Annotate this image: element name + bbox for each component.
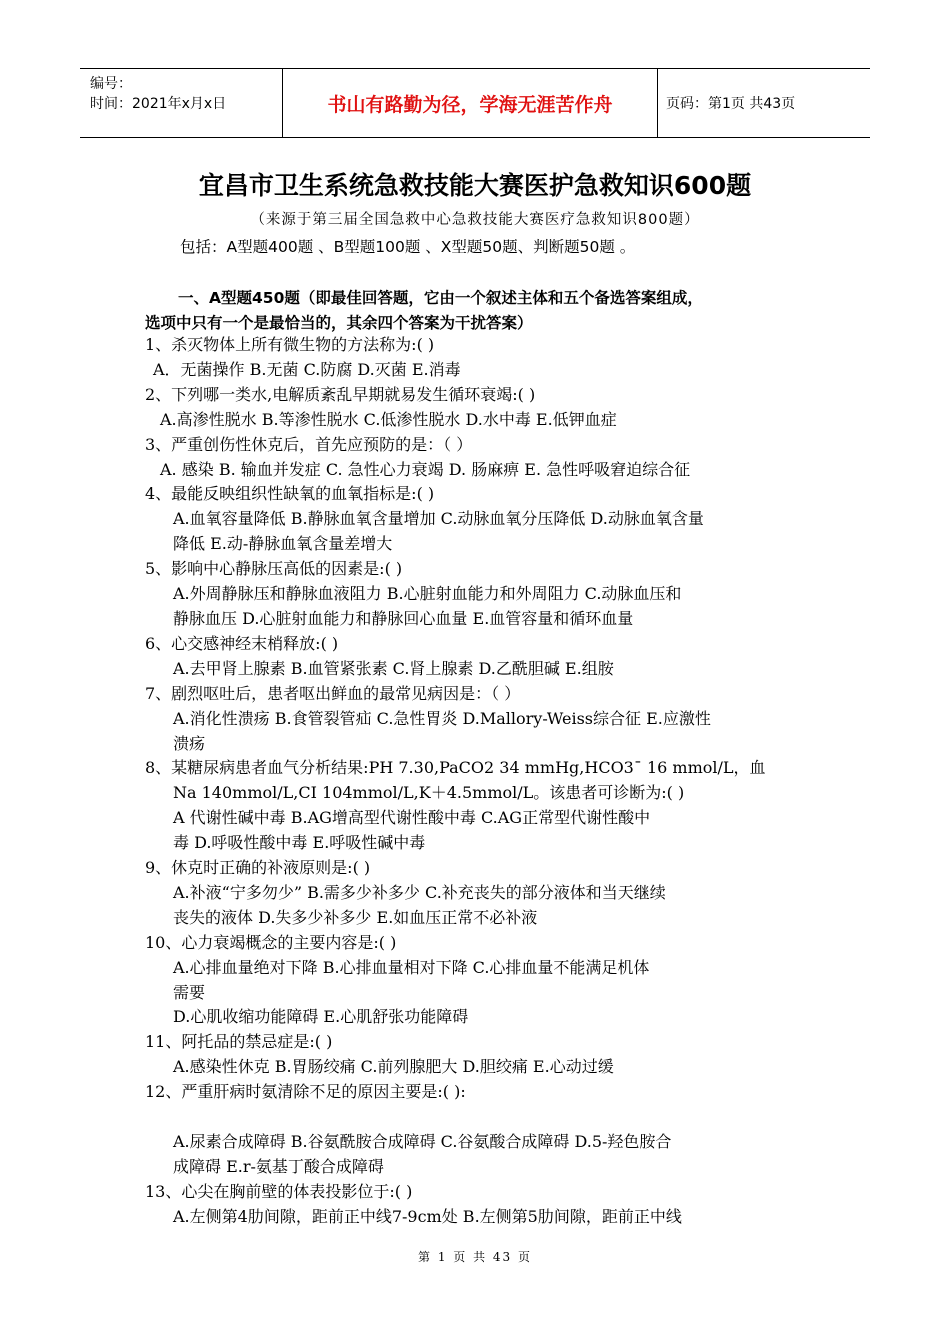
question-7-options: 溃疡 [173,733,206,753]
question-1-options: A．无菌操作 B.无菌 C.防腐 D.灭菌 E.消毒 [153,359,461,379]
question-9: 9、休克时正确的补液原则是:( ) [145,858,371,878]
blank-line [145,1105,825,1130]
question-12-options: 成障碍 E.r-氨基丁酸合成障碍 [173,1156,384,1176]
document-includes: 包括：A型题400题 、B型题100题 、X型题50题、判断题50题 。 [180,238,636,256]
document-source: （来源于第三届全国急救中心急救技能大赛医疗急救知识800题） [250,212,700,228]
question-1: 1、杀灭物体上所有微生物的方法称为:( ) [145,335,435,354]
number-label: 编号： [90,76,132,92]
question-8-text: Na 140mmol/L,CI 104mmol/L,K＋4.5mmol/L。该患者可诊断为:( ) [173,783,685,803]
question-8: 8、某糖尿病患者血气分析结果:PH 7.30,PaCO2 34 mmHg,HCO3ˉ 16 mmol/L，血 [145,758,766,778]
header-motto: 书山有路勤为径，学海无涯苦作舟 [282,69,658,137]
question-9-options: A.补液“宁多勿少” B.需多少补多少 C.补充丧失的部分液体和当天继续 [173,882,666,902]
question-5: 5、影响中心静脉压高低的因素是:( ) [145,559,403,579]
question-9-options: 丧失的液体 D.失多少补多少 E.如血压正常不必补液 [173,907,538,927]
section-heading-line: 选项中只有一个是最恰当的，其余四个答案为干扰答案） [145,314,533,332]
question-8-options: 毒 D.呼吸性酸中毒 E.呼吸性碱中毒 [173,833,426,853]
page-footer: 第 1 页 共 43 页 [418,1250,532,1264]
question-5-options: A.外周静脉压和静脉血液阻力 B.心脏射血能力和外周阻力 C.动脉血压和 [173,584,682,604]
question-13: 13、心尖在胸前壁的体表投影位于:( ) [145,1181,413,1201]
time-label: 时间：2021年x月x日 [90,96,227,112]
question-4-options: 降低 E.动-静脉血氧含量差增大 [173,534,393,554]
section-heading [145,286,835,336]
question-10-options: A.心排血量绝对下降 B.心排血量相对下降 C.心排血量不能满足机体 [173,957,650,977]
question-3: 3、严重创伤性休克后，首先应预防的是：（ ） [145,434,473,454]
question-4: 4、最能反映组织性缺氧的血氧指标是:( ) [145,484,435,504]
question-2-options: A.高渗性脱水 B.等渗性脱水 C.低渗性脱水 D.水中毒 E.低钾血症 [160,409,617,429]
question-10: 10、心力衰竭概念的主要内容是:( ) [145,932,397,952]
question-10-options: D.心肌收缩功能障碍 E.心肌舒张功能障碍 [173,1007,469,1027]
question-7: 7、剧烈呕吐后，患者呕出鲜血的最常见病因是：（ ） [145,683,521,703]
question-10-options: 需要 [173,982,206,1002]
question-12: 12、严重肝病时氨清除不足的原因主要是:( ): [145,1082,466,1102]
question-4-options: A.血氧容量降低 B.静脉血氧含量增加 C.动脉血氧分压降低 D.动脉血氧含量 [173,509,704,529]
document-header [80,68,870,138]
question-list [145,333,825,1230]
header-page-info: 页码：第1页 共43页 [666,96,796,112]
question-11-options: A.感染性休克 B.胃肠绞痛 C.前列腺肥大 D.胆绞痛 E.心动过缓 [173,1057,614,1077]
question-8-options: A 代谢性碱中毒 B.AG增高型代谢性酸中毒 C.AG正常型代谢性酸中 [173,808,651,828]
question-11: 11、阿托品的禁忌症是:( ) [145,1032,333,1052]
header-meta [80,69,282,137]
question-12-options: A.尿素合成障碍 B.谷氨酰胺合成障碍 C.谷氨酸合成障碍 D.5-羟色胺合 [173,1131,672,1151]
document-title: 宜昌市卫生系统急救技能大赛医护急救知识600题 [198,171,752,200]
section-heading-line: 一、A型题450题（即最佳回答题，它由一个叙述主体和五个备选答案组成， [178,289,703,307]
question-13-options: A.左侧第4肋间隙，距前正中线7-9cm处 B.左侧第5肋间隙，距前正中线 [173,1206,682,1226]
question-7-options: A.消化性溃疡 B.食管裂管疝 C.急性胃炎 D.Mallory-Weiss综合征 E.应激性 [173,708,711,728]
question-6: 6、心交感神经末梢释放:( ) [145,633,339,653]
question-6-options: A.去甲肾上腺素 B.血管紧张素 C.肾上腺素 D.乙酰胆碱 E.组胺 [173,658,614,678]
question-2: 2、下列哪一类水,电解质紊乱早期就易发生循环衰竭:( ) [145,384,536,404]
question-3-options: A. 感染 B. 输血并发症 C. 急性心力衰竭 D. 肠麻痹 E. 急性呼吸窘迫综合征 [160,459,691,479]
question-5-options: 静脉血压 D.心脏射血能力和静脉回心血量 E.血管容量和循环血量 [173,608,634,628]
